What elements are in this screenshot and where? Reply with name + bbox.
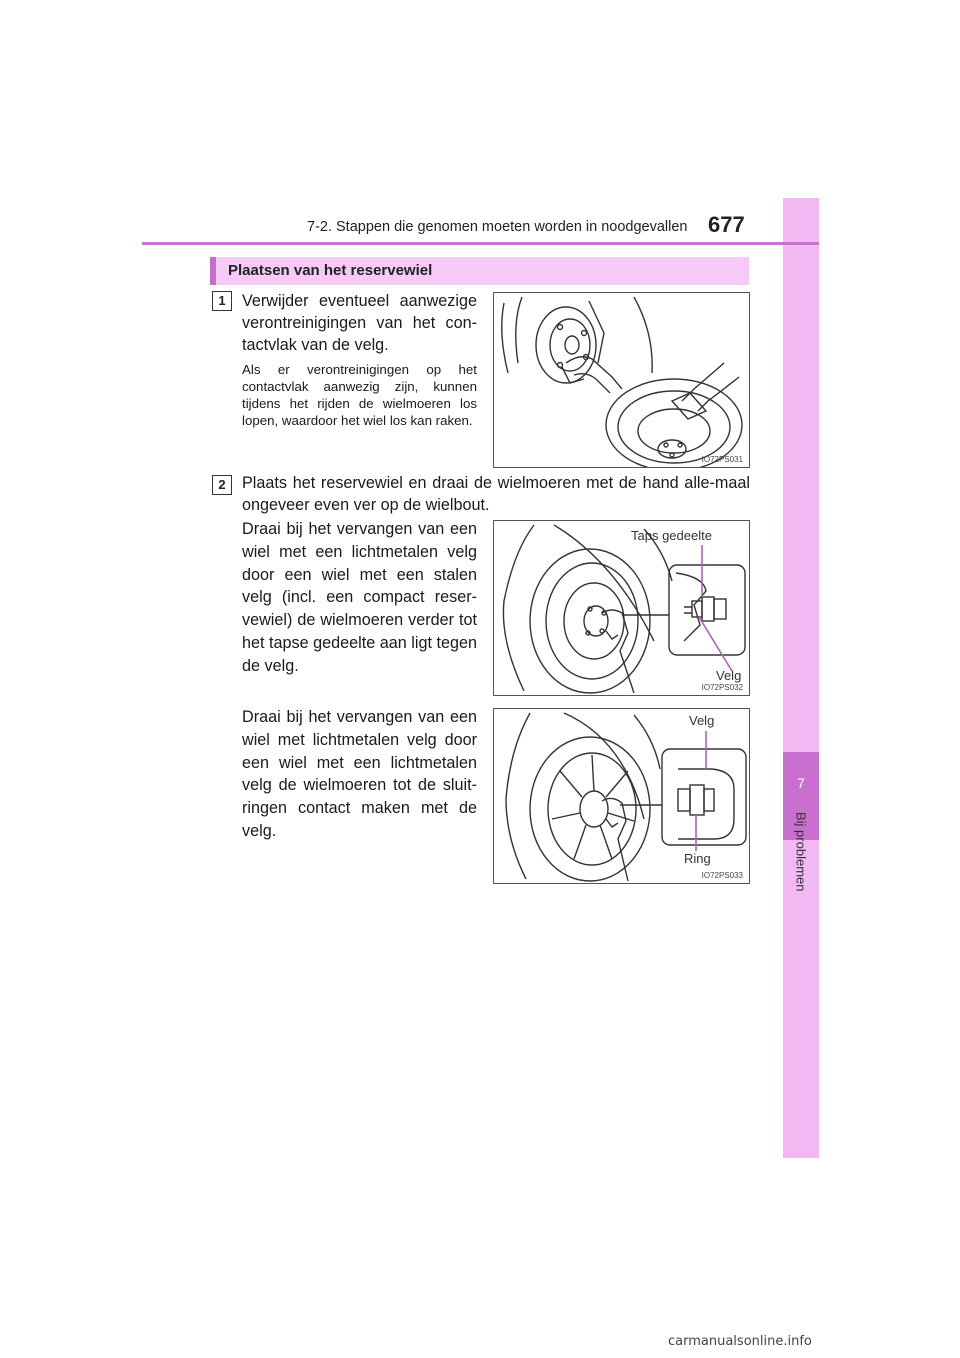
section-reference: 7-2. Stappen die genomen moeten worden in noodgevallen bbox=[307, 219, 688, 235]
step-1-badge: 1 bbox=[212, 291, 232, 311]
section-title: Plaatsen van het reservewiel bbox=[228, 262, 433, 279]
step-2-text: Plaats het reservewiel en draai de wielmoeren met de hand alle-maal ongeveer even ver op de wielbout. bbox=[242, 474, 750, 514]
steel-rim-illustration bbox=[494, 521, 750, 696]
figure-clean-rim bbox=[493, 292, 750, 468]
chapter-number: 7 bbox=[797, 775, 805, 791]
watermark: carmanualsonline.info bbox=[668, 1334, 812, 1349]
label-tapered-part: Taps gedeelte bbox=[631, 528, 712, 543]
step-1-text: Verwijder eventueel aanwezige verontreinigingen van het con-tactvlak van de velg. bbox=[242, 292, 477, 354]
step-2-badge: 2 bbox=[212, 475, 232, 495]
clean-rim-illustration bbox=[494, 293, 750, 468]
step-2-alloy-rim-paragraph: Draai bij het vervangen van een wiel met lichtmetalen velg door een wiel met een lichtmetalen velg de wielmoeren tot de sluit-ringen contact maken met de velg. bbox=[242, 708, 477, 840]
chapter-title: Bij problemen bbox=[793, 812, 809, 892]
label-rim: Velg bbox=[716, 668, 742, 683]
step-2-steel-rim-paragraph: Draai bij het vervangen van een wiel met een lichtmetalen velg door een wiel met een stalen velg (incl. een compact reser-vewiel) de wielmoeren verder tot het tapse gedeelte aan ligt tegen de velg. bbox=[242, 520, 477, 675]
section-heading-bar bbox=[210, 257, 749, 285]
alloy-rim-illustration bbox=[494, 709, 750, 884]
figure-code: IO72PS033 bbox=[701, 871, 743, 880]
label-rim: Velg bbox=[689, 713, 715, 728]
figure-code: IO72PS032 bbox=[701, 683, 743, 692]
label-washer: Ring bbox=[684, 851, 711, 866]
step-1-note: Als er verontreinigingen op het contactvlak aanwezig zijn, kunnen tijdens het rijden de wielmoeren los lopen, waardoor het wiel los kan raken. bbox=[242, 362, 477, 428]
page-number: 677 bbox=[708, 212, 745, 237]
chapter-side-tab bbox=[783, 198, 819, 1158]
figure-alloy-rim bbox=[493, 708, 750, 884]
header-divider bbox=[142, 242, 819, 245]
figure-code: IO72PS031 bbox=[701, 455, 743, 464]
figure-steel-rim bbox=[493, 520, 750, 696]
